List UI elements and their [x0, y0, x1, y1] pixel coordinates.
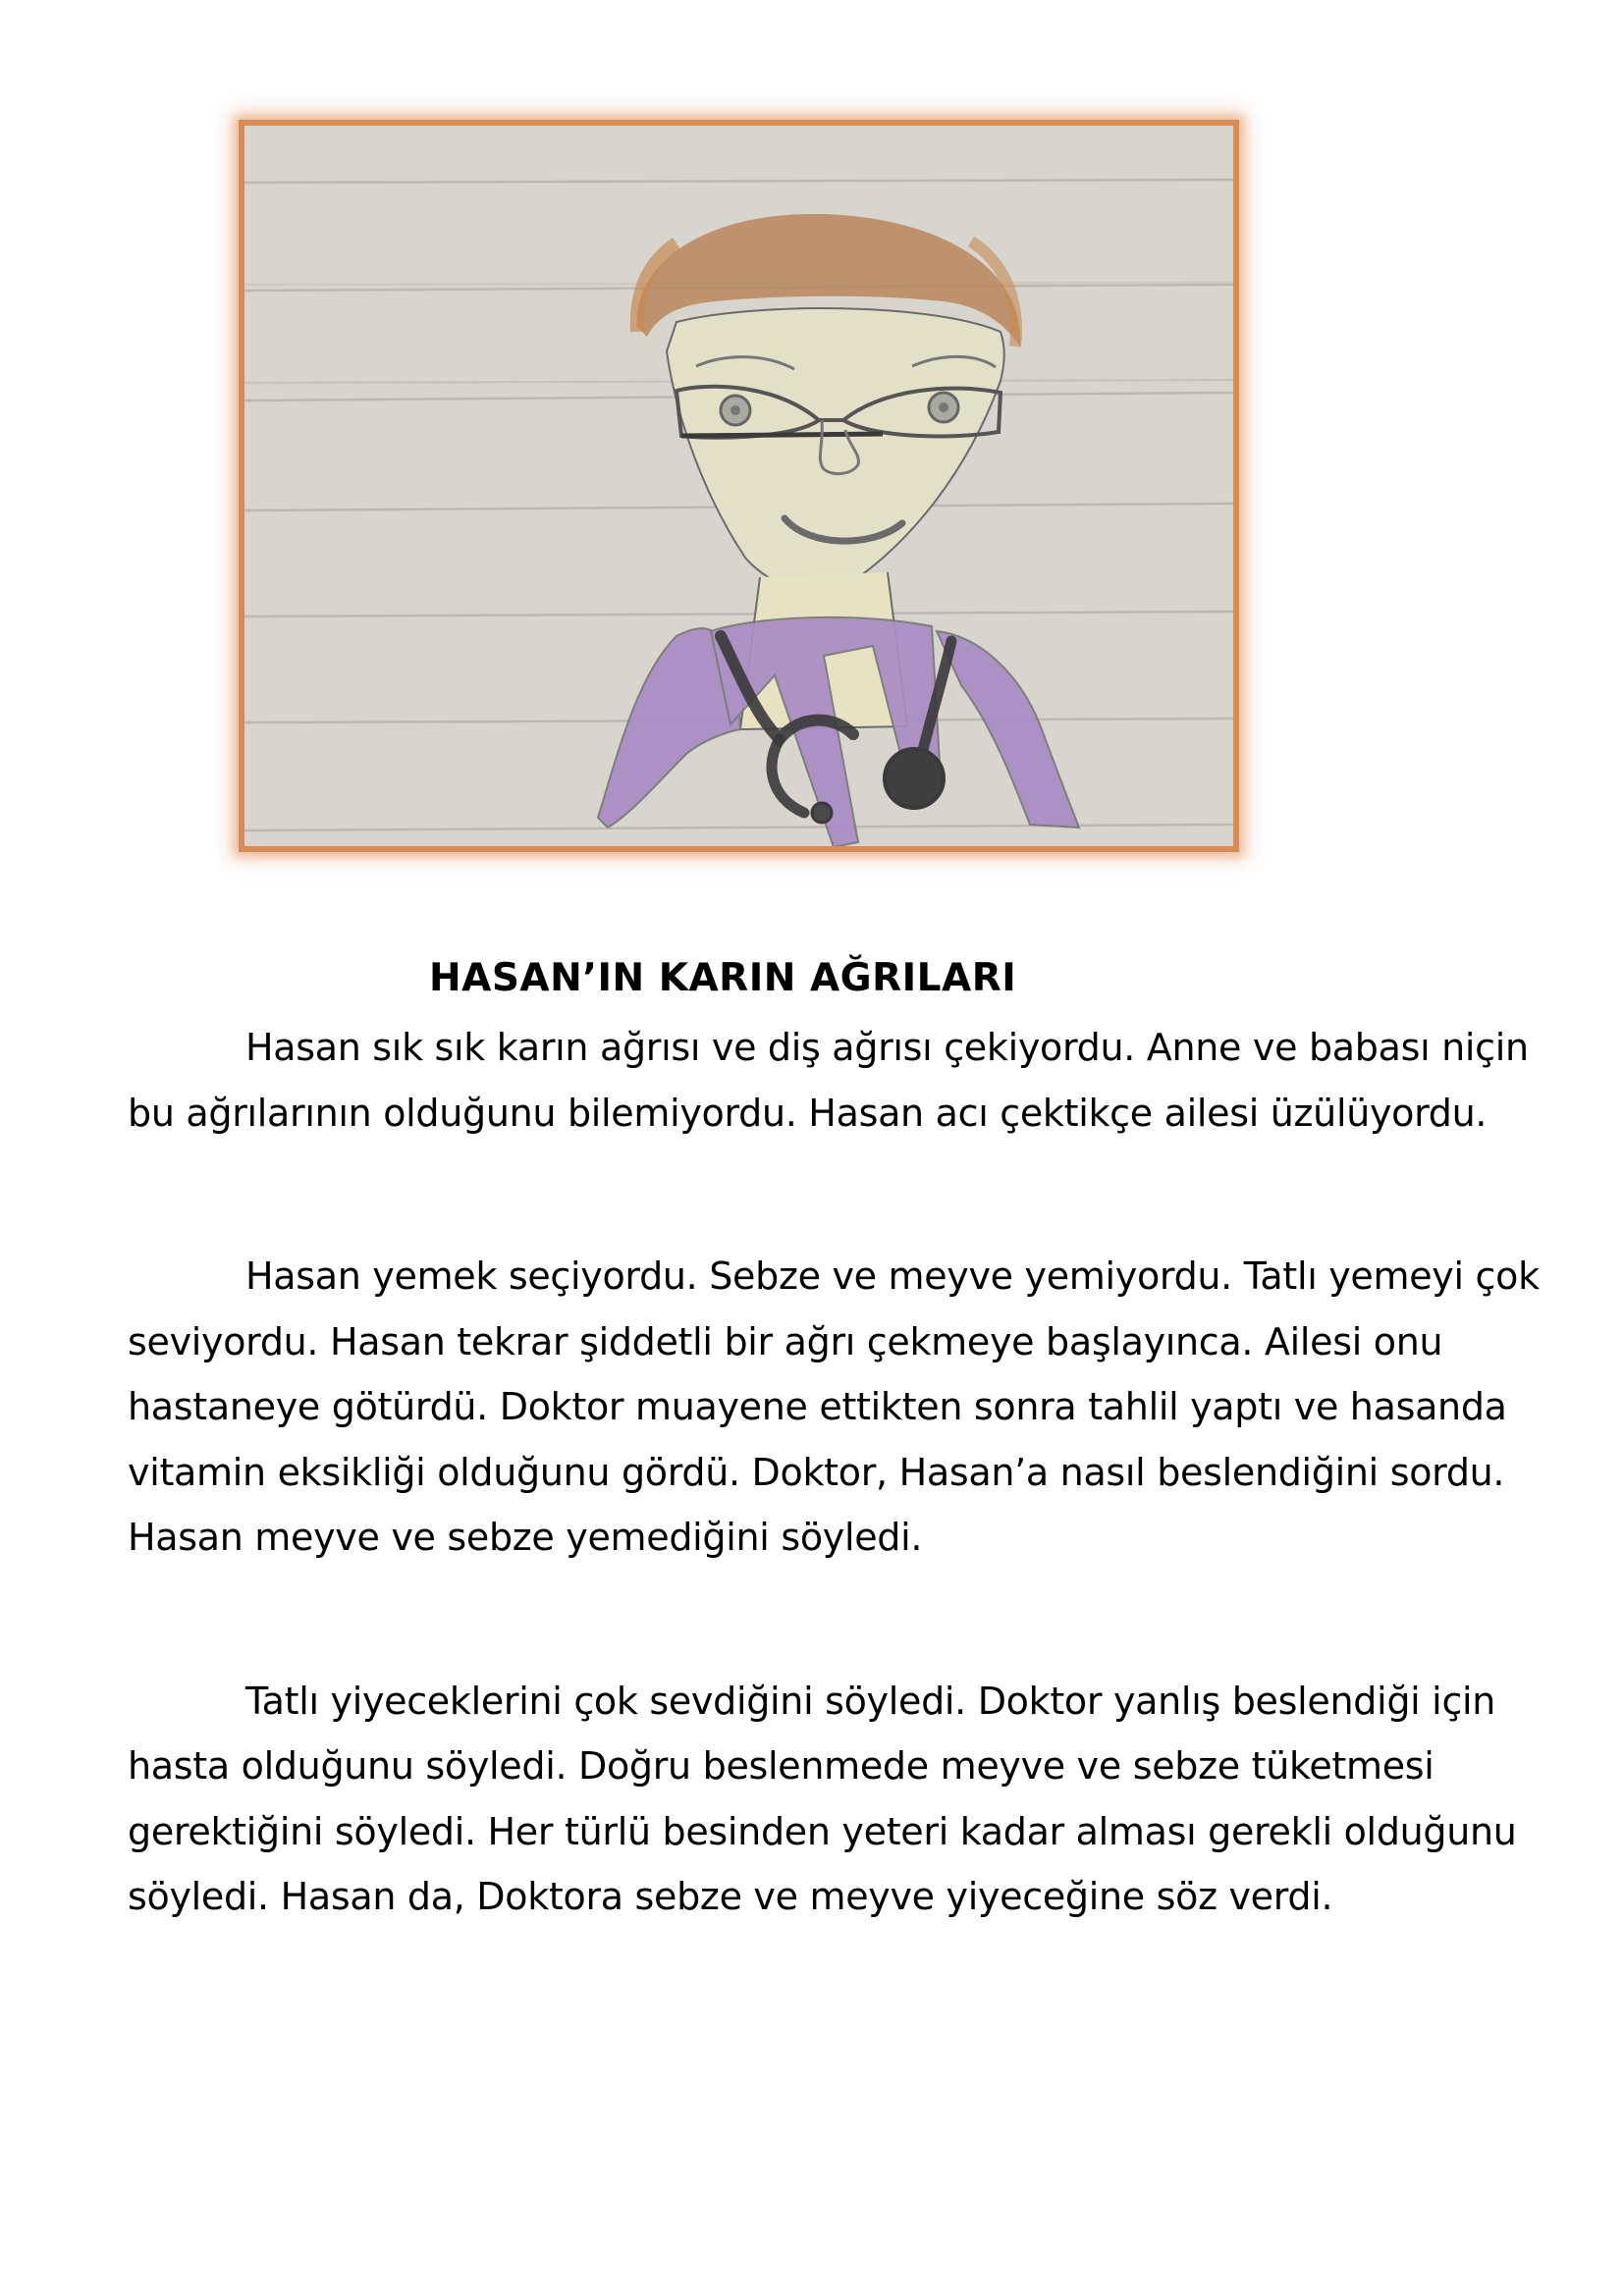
story-body [128, 1015, 1542, 1930]
story-paragraph-2: Hasan yemek seçiyordu. Sebze ve meyve yemiyordu. Tatlı yemeyi çok seviyordu. Hasan tekrar şiddetli bir ağrı çekmeye başlayınca. Ailesi onu hastaneye götürdü. Doktor muayene ettikten sonra tahlil yaptı ve hasanda vitamin eksikliği olduğunu gördü. Doktor, Hasan’a nasıl beslendiğini sordu. Hasan meyve ve sebze yemediğini söyledi. [128, 1255, 1540, 1559]
story-title: HASAN’IN KARIN AĞRILARI [429, 956, 1017, 1001]
doctor-illustration [239, 120, 1239, 852]
story-paragraph-3: Tatlı yiyeceklerini çok sevdiğini söyledi. Doktor yanlış beslendiği için hasta olduğunu söyledi. Doğru beslenmede meyve ve sebze tüketmesi gerektiğini söyledi. Her türlü besinden yeteri kadar alması gerekli olduğunu söyledi. Hasan da, Doktora sebze ve meyve yiyeceğine söz verdi. [128, 1679, 1517, 1918]
story-paragraph-1: Hasan sık sık karın ağrısı ve diş ağrısı çekiyordu. Anne ve babası niçin bu ağrılarının olduğunu bilemiyordu. Hasan acı çektikçe ailesi üzülüyordu. [128, 1026, 1529, 1135]
doctor-drawing [244, 126, 1233, 846]
